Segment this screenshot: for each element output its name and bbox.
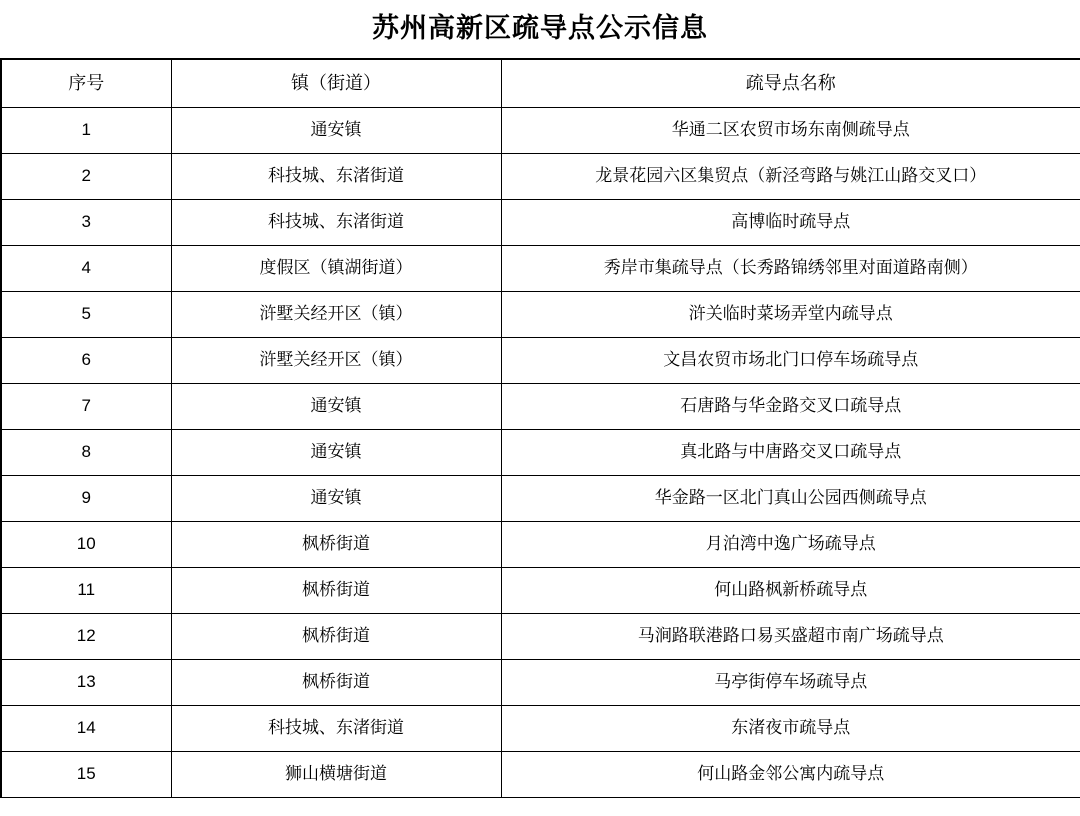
column-header-town: 镇（街道） <box>171 59 501 107</box>
cell-town: 科技城、东渚街道 <box>171 153 501 199</box>
cell-name: 马亭街停车场疏导点 <box>501 659 1080 705</box>
table-row <box>1 429 1080 475</box>
table-row <box>1 567 1080 613</box>
table-row <box>1 383 1080 429</box>
cell-index: 3 <box>1 199 171 245</box>
cell-town: 浒墅关经开区（镇） <box>171 291 501 337</box>
cell-name: 华通二区农贸市场东南侧疏导点 <box>501 107 1080 153</box>
cell-name: 秀岸市集疏导点（长秀路锦绣邻里对面道路南侧） <box>501 245 1080 291</box>
cell-town: 枫桥街道 <box>171 659 501 705</box>
table-row <box>1 199 1080 245</box>
table-row <box>1 705 1080 751</box>
table-row <box>1 613 1080 659</box>
cell-index: 5 <box>1 291 171 337</box>
cell-name: 马涧路联港路口易买盛超市南广场疏导点 <box>501 613 1080 659</box>
cell-town: 科技城、东渚街道 <box>171 199 501 245</box>
cell-name: 何山路金邻公寓内疏导点 <box>501 751 1080 797</box>
cell-town: 通安镇 <box>171 475 501 521</box>
table-row <box>1 153 1080 199</box>
cell-name: 石唐路与华金路交叉口疏导点 <box>501 383 1080 429</box>
column-header-name: 疏导点名称 <box>501 59 1080 107</box>
page-title: 苏州高新区疏导点公示信息 <box>372 13 708 43</box>
cell-index: 11 <box>1 567 171 613</box>
cell-town: 枫桥街道 <box>171 567 501 613</box>
table-row <box>1 659 1080 705</box>
cell-town: 狮山横塘街道 <box>171 751 501 797</box>
table-row <box>1 107 1080 153</box>
cell-index: 6 <box>1 337 171 383</box>
cell-name: 浒关临时菜场弄堂内疏导点 <box>501 291 1080 337</box>
cell-name: 东渚夜市疏导点 <box>501 705 1080 751</box>
cell-index: 7 <box>1 383 171 429</box>
table-header-row <box>1 59 1080 107</box>
cell-name: 真北路与中唐路交叉口疏导点 <box>501 429 1080 475</box>
cell-index: 2 <box>1 153 171 199</box>
table-body <box>1 107 1080 797</box>
column-header-index: 序号 <box>1 59 171 107</box>
table-row <box>1 291 1080 337</box>
cell-index: 12 <box>1 613 171 659</box>
table-header <box>1 59 1080 107</box>
cell-name: 文昌农贸市场北门口停车场疏导点 <box>501 337 1080 383</box>
cell-index: 10 <box>1 521 171 567</box>
cell-index: 8 <box>1 429 171 475</box>
cell-index: 14 <box>1 705 171 751</box>
table-row <box>1 751 1080 797</box>
cell-town: 浒墅关经开区（镇） <box>171 337 501 383</box>
table-row <box>1 337 1080 383</box>
cell-index: 1 <box>1 107 171 153</box>
cell-town: 枫桥街道 <box>171 613 501 659</box>
cell-town: 科技城、东渚街道 <box>171 705 501 751</box>
cell-town: 通安镇 <box>171 383 501 429</box>
cell-name: 高博临时疏导点 <box>501 199 1080 245</box>
cell-town: 通安镇 <box>171 429 501 475</box>
cell-index: 13 <box>1 659 171 705</box>
cell-index: 4 <box>1 245 171 291</box>
cell-name: 月泊湾中逸广场疏导点 <box>501 521 1080 567</box>
table-row <box>1 521 1080 567</box>
cell-name: 龙景花园六区集贸点（新泾弯路与姚江山路交叉口） <box>501 153 1080 199</box>
guidance-points-table <box>0 58 1080 798</box>
cell-name: 何山路枫新桥疏导点 <box>501 567 1080 613</box>
cell-index: 15 <box>1 751 171 797</box>
table-row <box>1 245 1080 291</box>
cell-index: 9 <box>1 475 171 521</box>
cell-town: 枫桥街道 <box>171 521 501 567</box>
table-row <box>1 475 1080 521</box>
cell-name: 华金路一区北门真山公园西侧疏导点 <box>501 475 1080 521</box>
cell-town: 通安镇 <box>171 107 501 153</box>
cell-town: 度假区（镇湖街道） <box>171 245 501 291</box>
